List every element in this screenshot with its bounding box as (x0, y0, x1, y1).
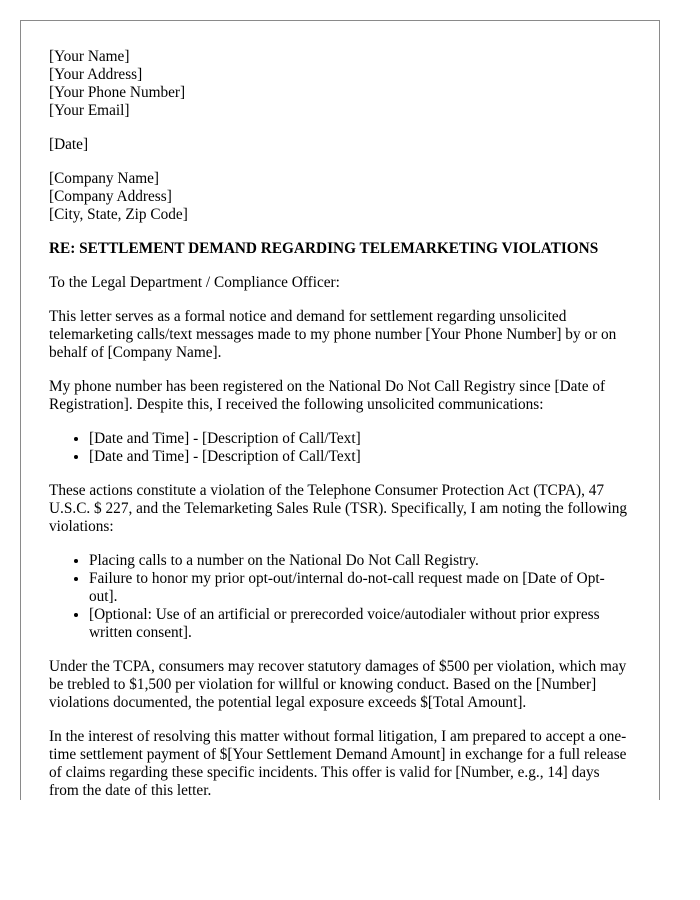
subject-line: RE: SETTLEMENT DEMAND REGARDING TELEMARKETING VIOLATIONS (49, 240, 599, 257)
violations-intro-paragraph: These actions constitute a violation of the Telephone Consumer Protection Act (TCPA), 47 U.S.C. $ 227, and the Telemarketing Sales Rule (TSR). Specifically, I am noting the following violations: (49, 482, 627, 535)
intro-paragraph: This letter serves as a formal notice and demand for settlement regarding unsolicited telemarketing calls/text messages made to my phone number [Your Phone Number] by or on behalf of [Company Name]. (49, 308, 617, 361)
settlement-paragraph: In the interest of resolving this matter without formal litigation, I am prepared to accept a one-time settlement payment of $[Your Settlement Demand Amount] in exchange for a full release of claims regarding these specific incidents. This offer is valid for [Number, e.g., 14] days from the date of this letter. (49, 728, 627, 799)
list-item: • [Date and Time] - [Description of Call/Text] (89, 448, 631, 466)
salutation: To the Legal Department / Compliance Officer: (49, 274, 340, 291)
list-item: • [Date and Time] - [Description of Call/Text] (89, 430, 631, 448)
damages-paragraph: Under the TCPA, consumers may recover statutory damages of $500 per violation, which may be trebled to $1,500 per violation for willful or knowing conduct. Based on the [Number] violations documented, the potential legal exposure exceeds $[Total Amount]. (49, 658, 627, 711)
sender-block (49, 48, 631, 120)
sender-name: [Your Name] (49, 48, 130, 65)
sender-address: [Your Address] (49, 66, 143, 83)
recipient-block (49, 170, 631, 224)
letter-date: [Date] (49, 136, 89, 153)
recipient-company: [Company Name] (49, 170, 160, 187)
list-item: • Failure to honor my prior opt-out/internal do-not-call request made on [Date of Opt-out]. (89, 570, 631, 606)
sender-phone: [Your Phone Number] (49, 84, 186, 101)
sender-email: [Your Email] (49, 102, 130, 119)
date-block (49, 136, 631, 154)
list-item: • Placing calls to a number on the National Do Not Call Registry. (89, 552, 631, 570)
registry-paragraph: My phone number has been registered on the National Do Not Call Registry since [Date of Registration]. Despite this, I received the following unsolicited communications: (49, 378, 606, 413)
communications-list (49, 430, 631, 466)
violations-list (49, 552, 631, 642)
letter-page (20, 20, 660, 800)
recipient-address: [Company Address] (49, 188, 172, 205)
list-item: • [Optional: Use of an artificial or prerecorded voice/autodialer without prior express written consent]. (89, 606, 631, 642)
recipient-city-state-zip: [City, State, Zip Code] (49, 206, 188, 223)
